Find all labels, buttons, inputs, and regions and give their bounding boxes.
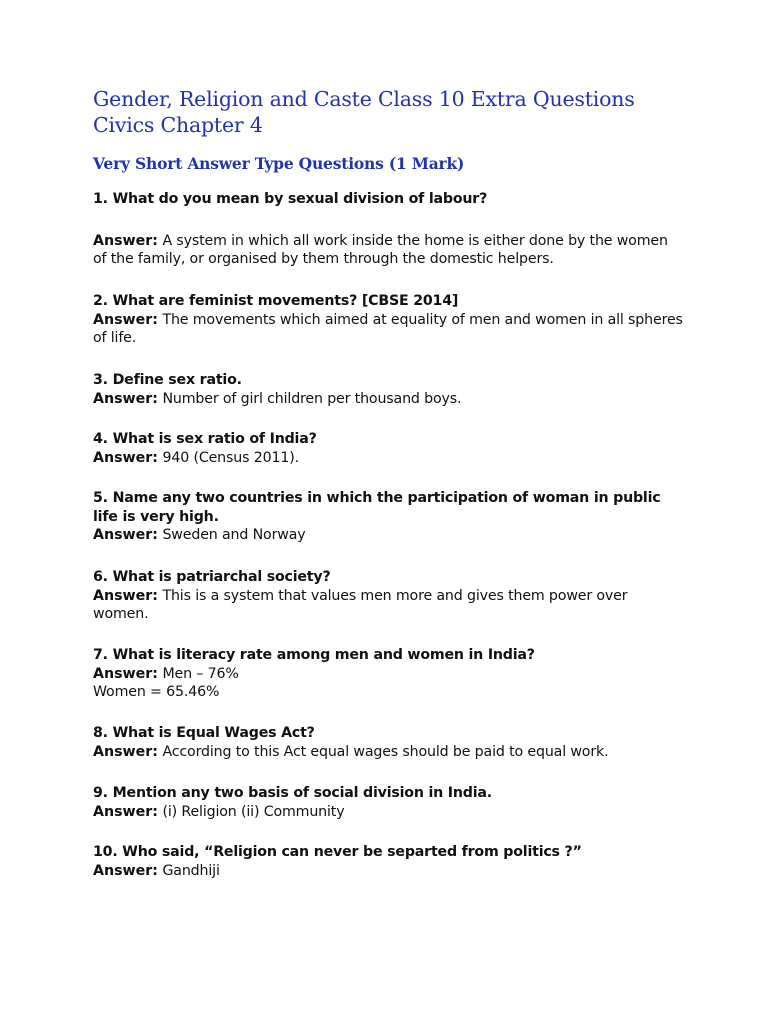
question-text: 5. Name any two countries in which the participation of woman in public life is very high. [93,490,661,525]
question-item [93,190,683,269]
answer-text: Sweden and Norway [162,527,306,543]
question-item [93,489,683,545]
answer-text-line-2: Women = 65.46% [93,684,220,700]
question-item [93,646,683,702]
answer-text: A system in which all work inside the home is either done by the women of the family, or organised by them through the domestic helpers. [93,232,668,267]
section-subtitle: Very Short Answer Type Questions (1 Mark) [93,154,465,173]
question-text: 9. Mention any two basis of social division in India. [93,785,492,801]
answer-label: Answer: [93,527,158,543]
title-line-1: Gender, Religion and Caste Class 10 Extra Questions [93,87,635,111]
answer-text: Men – 76% [162,665,239,682]
question-text: 1. What do you mean by sexual division of labour? [93,191,488,207]
answer-text: This is a system that values men more and gives them power over women. [93,587,628,622]
title-line-2: Civics Chapter 4 [93,113,263,137]
answer-label: Answer: [93,743,158,760]
question-item [93,784,683,821]
answer-label: Answer: [93,449,158,466]
question-text: 3. Define sex ratio. [93,372,242,388]
answer-label: Answer: [93,232,158,249]
answer-label: Answer: [93,311,158,328]
answer-text: 940 (Census 2011). [162,449,299,466]
answer-text: Number of girl children per thousand boys. [162,390,462,407]
question-item [93,292,683,348]
answer-label: Answer: [93,665,158,682]
answer-text: (i) Religion (ii) Community [162,803,345,820]
question-text: 2. What are feminist movements? [CBSE 2014] [93,293,459,309]
answer-label: Answer: [93,587,158,604]
question-item [93,430,683,467]
question-item [93,371,683,408]
question-text: 4. What is sex ratio of India? [93,431,317,447]
question-text: 8. What is Equal Wages Act? [93,725,315,741]
question-text: 6. What is patriarchal society? [93,569,331,585]
document-page [93,86,693,879]
answer-label: Answer: [93,390,158,407]
question-item [93,568,683,624]
answer-text: Gandhiji [162,862,220,879]
question-item [93,724,683,761]
question-text: 7. What is literacy rate among men and women in India? [93,647,535,663]
answer-label: Answer: [93,803,158,820]
answer-text: According to this Act equal wages should be paid to equal work. [162,743,609,760]
answer-label: Answer: [93,862,158,879]
question-item [93,843,683,880]
page-title [93,86,693,138]
answer-text: The movements which aimed at equality of men and women in all spheres of life. [93,311,683,346]
question-text: 10. Who said, “Religion can never be separted from politics ?” [93,844,582,860]
